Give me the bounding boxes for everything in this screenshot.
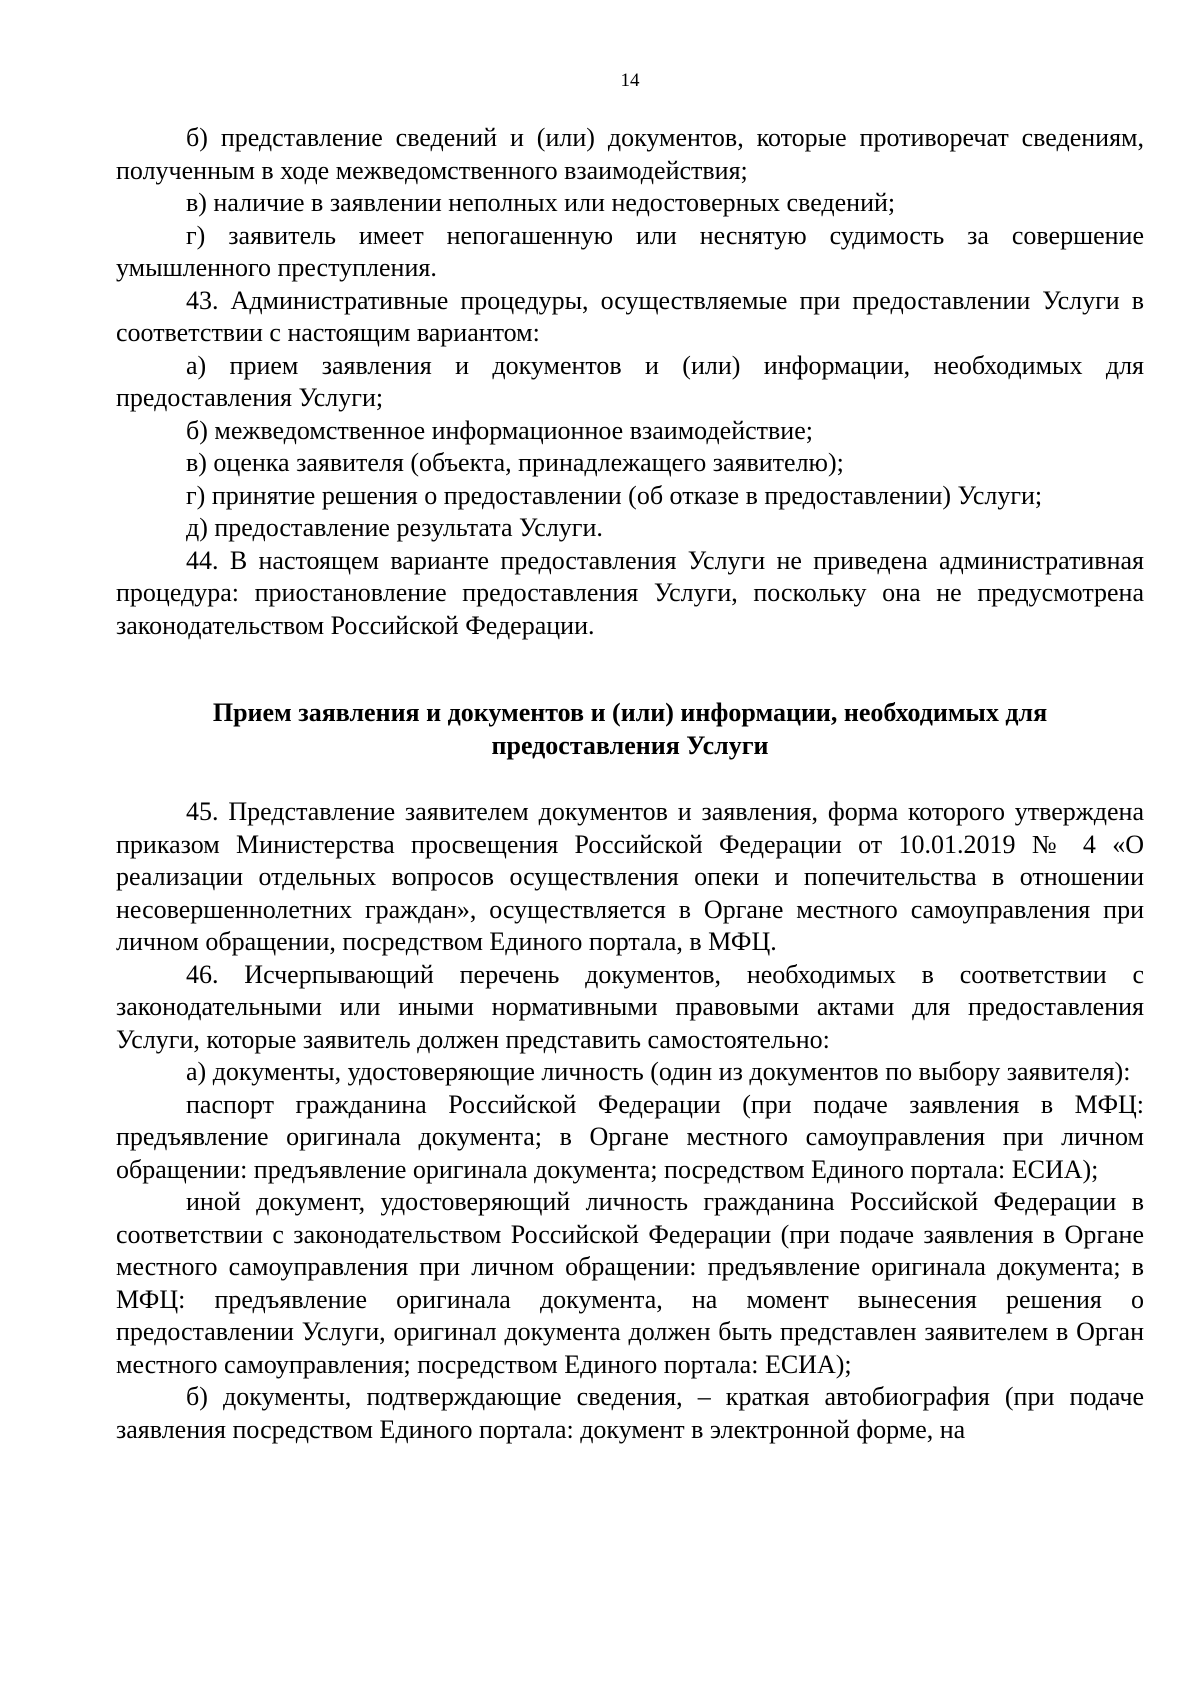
paragraph: г) принятие решения о предоставлении (об отказе в предоставлении) Услуги;: [186, 480, 1043, 510]
paragraph: 44. В настоящем варианте предоставления Услуги не приведена административная процедура: приостановление предоставления Услуги, поскольку она не предусмотрена законодательством Российской Федерации.: [116, 545, 1144, 640]
page-number: 14: [620, 70, 640, 91]
paragraph: а) прием заявления и документов и (или) информации, необходимых для предоставления Услуги;: [116, 350, 1144, 412]
paragraph: д) предоставление результата Услуги.: [186, 513, 603, 542]
paragraph: в) оценка заявителя (объекта, принадлежащего заявителю);: [186, 448, 844, 477]
section-heading-line: предоставления Услуги: [491, 731, 769, 760]
section-heading: [116, 696, 1144, 762]
paragraph: б) документы, подтверждающие сведения, – краткая автобиография (при подаче заявления посредством Единого портала: документ в электронной форме, на: [116, 1382, 1144, 1444]
paragraph: б) представление сведений и (или) документов, которые противоречат сведениям, полученным в ходе межведомственного взаимодействия;: [116, 123, 1144, 185]
section-heading-line: Прием заявления и документов и (или) информации, необходимых для: [212, 698, 1048, 727]
paragraph: б) межведомственное информационное взаимодействие;: [186, 415, 813, 445]
paragraph: г) заявитель имеет непогашенную или неснятую судимость за совершение умышленного преступления.: [116, 220, 1144, 282]
paragraph: 43. Административные процедуры, осуществляемые при предоставлении Услуги в соответствии с настоящим вариантом:: [116, 285, 1144, 347]
paragraph: 45. Представление заявителем документов и заявления, форма которого утверждена приказом Министерства просвещения Российской Федерации от 10.01.2019 № 4 «О реализации отдельных вопросов осуществления опеки и попечительства в отношении несовершеннолетних граждан», осуществляется в Органе местного самоуправления при личном обращении, посредством Единого портала, в МФЦ.: [116, 797, 1144, 956]
document-body: [116, 122, 1144, 1446]
paragraph: а) документы, удостоверяющие личность (один из документов по выбору заявителя):: [186, 1057, 1131, 1086]
paragraph: иной документ, удостоверяющий личность гражданина Российской Федерации в соответствии с законодательством Российской Федерации (при подаче заявления в Органе местного самоуправления при личном обращении: предъявление оригинала документа; в МФЦ: предъявление оригинала документа, на момент вынесения решения о предоставлении Услуги, оригинал документа должен быть представлен заявителем в Орган местного самоуправления; посредством Единого портала: ЕСИА);: [116, 1187, 1144, 1379]
paragraph: паспорт гражданина Российской Федерации (при подаче заявления в МФЦ: предъявление оригинала документа; в Органе местного самоуправления при личном обращении: предъявление оригинала документа; посредством Единого портала: ЕСИА);: [116, 1089, 1144, 1184]
paragraph: 46. Исчерпывающий перечень документов, необходимых в соответствии с законодательными или иными нормативными правовыми актами для предоставления Услуги, которые заявитель должен представить самостоятельно:: [116, 959, 1144, 1054]
paragraph: в) наличие в заявлении неполных или недостоверных сведений;: [186, 188, 896, 217]
